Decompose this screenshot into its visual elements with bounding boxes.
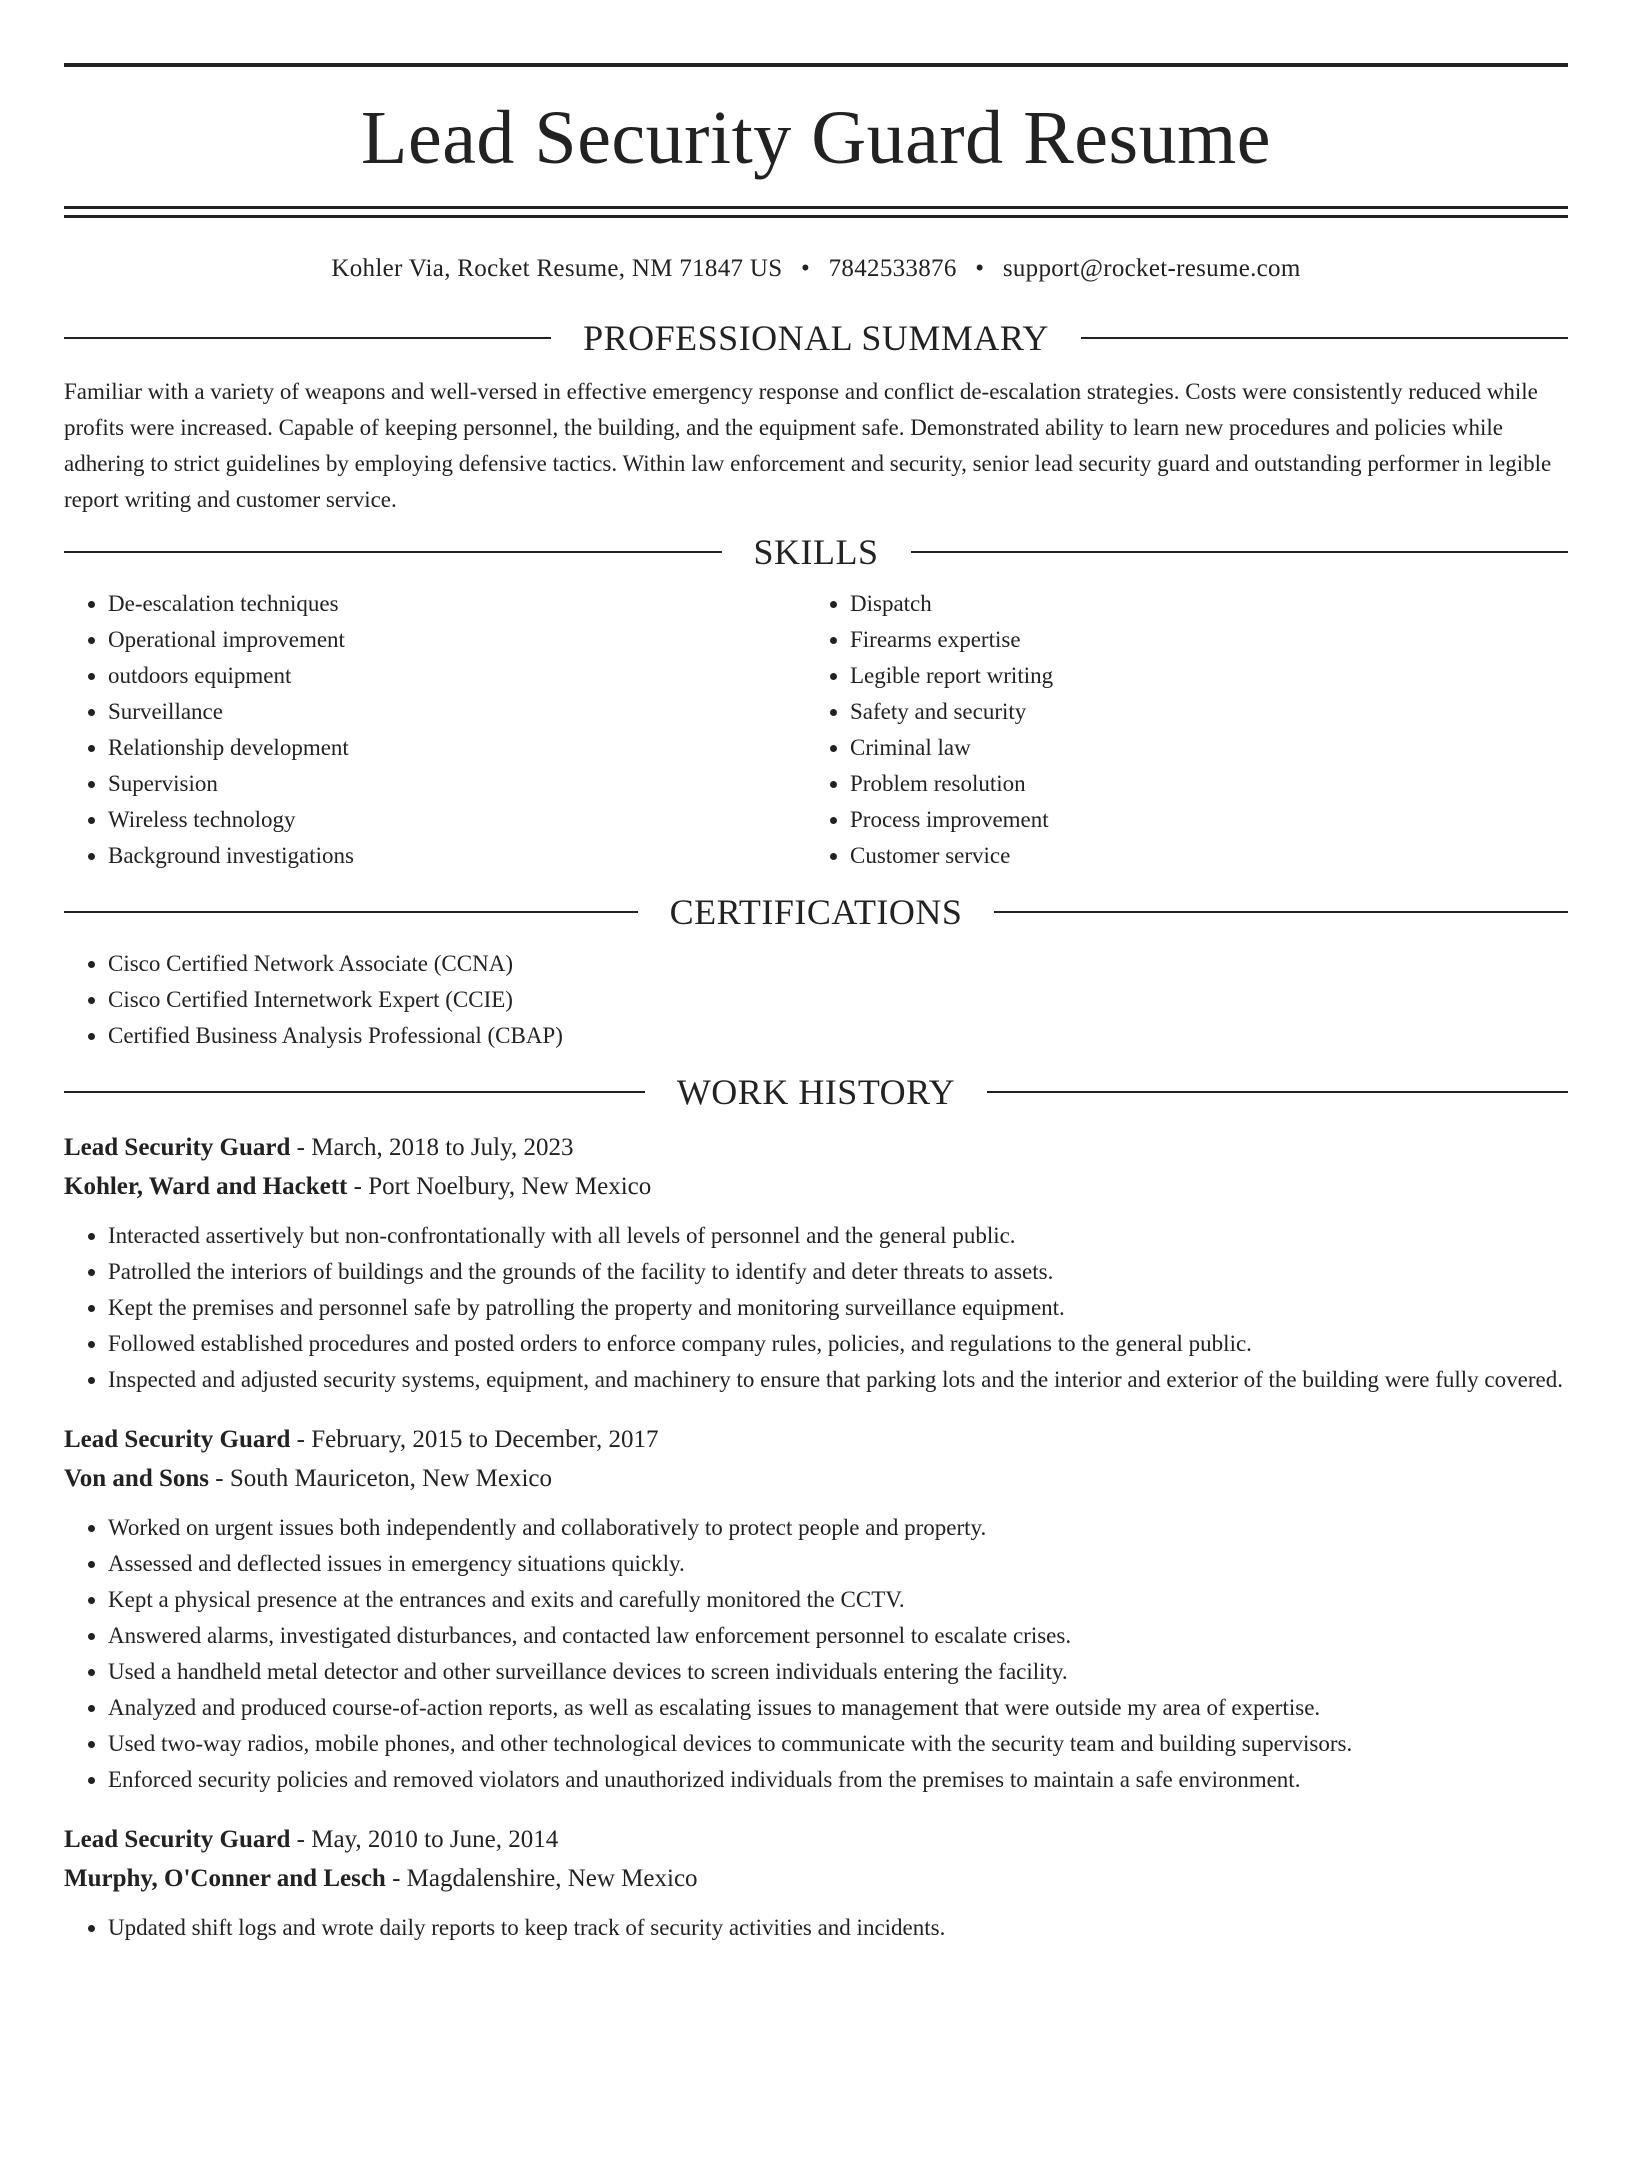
skill-item: • Background investigations <box>108 838 806 874</box>
job-location: - Magdalenshire, New Mexico <box>385 1865 698 1892</box>
skill-item: • Safety and security <box>850 694 1548 730</box>
job-dates: - March, 2018 to July, 2023 <box>290 1134 574 1161</box>
skill-item: • Dispatch <box>850 586 1548 622</box>
job-duties-list <box>64 1218 1568 1398</box>
job-title: Lead Security Guard <box>64 1426 291 1453</box>
skill-item: • outdoors equipment <box>108 658 806 694</box>
skills-section-heading <box>64 528 1568 576</box>
certification-item: • Certified Business Analysis Professional (CBAP) <box>108 1018 1568 1054</box>
job-duty-item: • Inspected and adjusted security systems, equipment, and machinery to ensure that parking lots and the interior and exterior of the building were fully covered. <box>108 1362 1568 1398</box>
skills-list-left <box>64 586 806 874</box>
summary-heading-label: PROFESSIONAL SUMMARY <box>583 318 1049 358</box>
contact-separator: • <box>801 255 811 282</box>
job-duty-item: • Used two-way radios, mobile phones, and other technological devices to communicate with the security team and building supervisors. <box>108 1726 1568 1762</box>
job-company-line <box>64 1859 1568 1898</box>
top-rule <box>64 63 1568 67</box>
work-section-heading <box>64 1068 1568 1116</box>
contact-phone: 7842533876 <box>828 255 957 282</box>
skills-list-right <box>806 586 1548 874</box>
certification-item: • Cisco Certified Network Associate (CCNA) <box>108 946 1568 982</box>
job-title: Lead Security Guard <box>64 1826 291 1853</box>
job-location: - Port Noelbury, New Mexico <box>347 1173 652 1200</box>
contact-separator: • <box>975 255 985 282</box>
job-title: Lead Security Guard <box>64 1134 291 1161</box>
job-duties-list <box>64 1910 1568 1946</box>
job-company: Murphy, O'Conner and Lesch <box>64 1865 386 1892</box>
skill-item: • Wireless technology <box>108 802 806 838</box>
skills-grid <box>64 586 1568 874</box>
summary-section-heading <box>64 314 1568 362</box>
heading-rule-left <box>64 1091 645 1093</box>
contact-email[interactable]: support@rocket-resume.com <box>1002 255 1301 282</box>
skills-heading-label: SKILLS <box>753 532 879 572</box>
work-heading-label: WORK HISTORY <box>676 1072 956 1112</box>
job-duty-item: • Used a handheld metal detector and other surveillance devices to screen individuals entering the facility. <box>108 1654 1568 1690</box>
heading-rule-right <box>1081 337 1568 339</box>
job-company-line <box>64 1167 1568 1206</box>
skill-item: • De-escalation techniques <box>108 586 806 622</box>
job-duty-item: • Worked on urgent issues both independently and collaboratively to protect people and property. <box>108 1510 1568 1546</box>
job-title-line <box>64 1128 1568 1167</box>
certification-item: • Cisco Certified Internetwork Expert (CCIE) <box>108 982 1568 1018</box>
skill-item: • Firearms expertise <box>850 622 1548 658</box>
job-duty-item: • Followed established procedures and posted orders to enforce company rules, policies, and regulations to the general public. <box>108 1326 1568 1362</box>
contact-line <box>64 252 1568 286</box>
job-duty-item: • Enforced security policies and removed violators and unauthorized individuals from the premises to maintain a safe environment. <box>108 1762 1568 1798</box>
job-duty-item: • Patrolled the interiors of buildings and the grounds of the facility to identify and deter threats to assets. <box>108 1254 1568 1290</box>
skill-item: • Criminal law <box>850 730 1548 766</box>
skills-column-left <box>64 586 806 874</box>
summary-text: Familiar with a variety of weapons and well-versed in effective emergency response and conflict de-escalation strategies. Costs were consistently reduced while profits were increased. Capable of keeping personnel, the building, and the equipment safe. Demonstrated ability to learn new procedures and policies while adhering to strict guidelines by employing defensive tactics. Within law enforcement and security, senior lead security guard and outstanding performer in legible report writing and customer service. <box>64 379 1552 512</box>
skill-item: • Relationship development <box>108 730 806 766</box>
skill-item: • Operational improvement <box>108 622 806 658</box>
job-duty-item: • Answered alarms, investigated disturbances, and contacted law enforcement personnel to escalate crises. <box>108 1618 1568 1654</box>
resume-title: Lead Security Guard Resume <box>361 96 1271 180</box>
job-entry <box>64 1420 1568 1798</box>
resume-page <box>0 63 1632 2175</box>
heading-rule-left <box>64 551 722 553</box>
job-entry <box>64 1128 1568 1398</box>
skill-item: • Customer service <box>850 838 1548 874</box>
job-duty-item: • Analyzed and produced course-of-action reports, as well as escalating issues to management that were outside my area of expertise. <box>108 1690 1568 1726</box>
heading-rule-right <box>987 1091 1568 1093</box>
job-title-line <box>64 1420 1568 1459</box>
skill-item: • Problem resolution <box>850 766 1548 802</box>
title-double-rule <box>64 206 1568 218</box>
skill-item: • Supervision <box>108 766 806 802</box>
job-location: - South Mauriceton, New Mexico <box>209 1465 552 1492</box>
job-duty-item: • Kept the premises and personnel safe by patrolling the property and monitoring surveillance equipment. <box>108 1290 1568 1326</box>
job-duty-item: • Kept a physical presence at the entrances and exits and carefully monitored the CCTV. <box>108 1582 1568 1618</box>
certifications-heading-label: CERTIFICATIONS <box>669 892 963 932</box>
skill-item: • Legible report writing <box>850 658 1548 694</box>
skills-column-right <box>806 586 1548 874</box>
job-company: Kohler, Ward and Hackett <box>64 1173 348 1200</box>
job-entry <box>64 1820 1568 1946</box>
job-duty-item: • Interacted assertively but non-confrontationally with all levels of personnel and the general public. <box>108 1218 1568 1254</box>
job-dates: - February, 2015 to December, 2017 <box>290 1426 659 1453</box>
job-duty-item: • Assessed and deflected issues in emergency situations quickly. <box>108 1546 1568 1582</box>
job-duties-list <box>64 1510 1568 1798</box>
skill-item: • Process improvement <box>850 802 1548 838</box>
job-dates: - May, 2010 to June, 2014 <box>290 1826 559 1853</box>
heading-rule-left <box>64 337 551 339</box>
skill-item: • Surveillance <box>108 694 806 730</box>
job-company: Von and Sons <box>64 1465 210 1492</box>
contact-address: Kohler Via, Rocket Resume, NM 71847 US <box>331 255 783 282</box>
heading-rule-right <box>911 551 1569 553</box>
job-company-line <box>64 1459 1568 1498</box>
job-title-line <box>64 1820 1568 1859</box>
certifications-list <box>64 946 1568 1054</box>
certifications-section-heading <box>64 888 1568 936</box>
heading-rule-left <box>64 911 638 913</box>
job-duty-item: • Updated shift logs and wrote daily reports to keep track of security activities and incidents. <box>108 1910 1568 1946</box>
work-history-list <box>64 1128 1568 1946</box>
heading-rule-right <box>994 911 1568 913</box>
